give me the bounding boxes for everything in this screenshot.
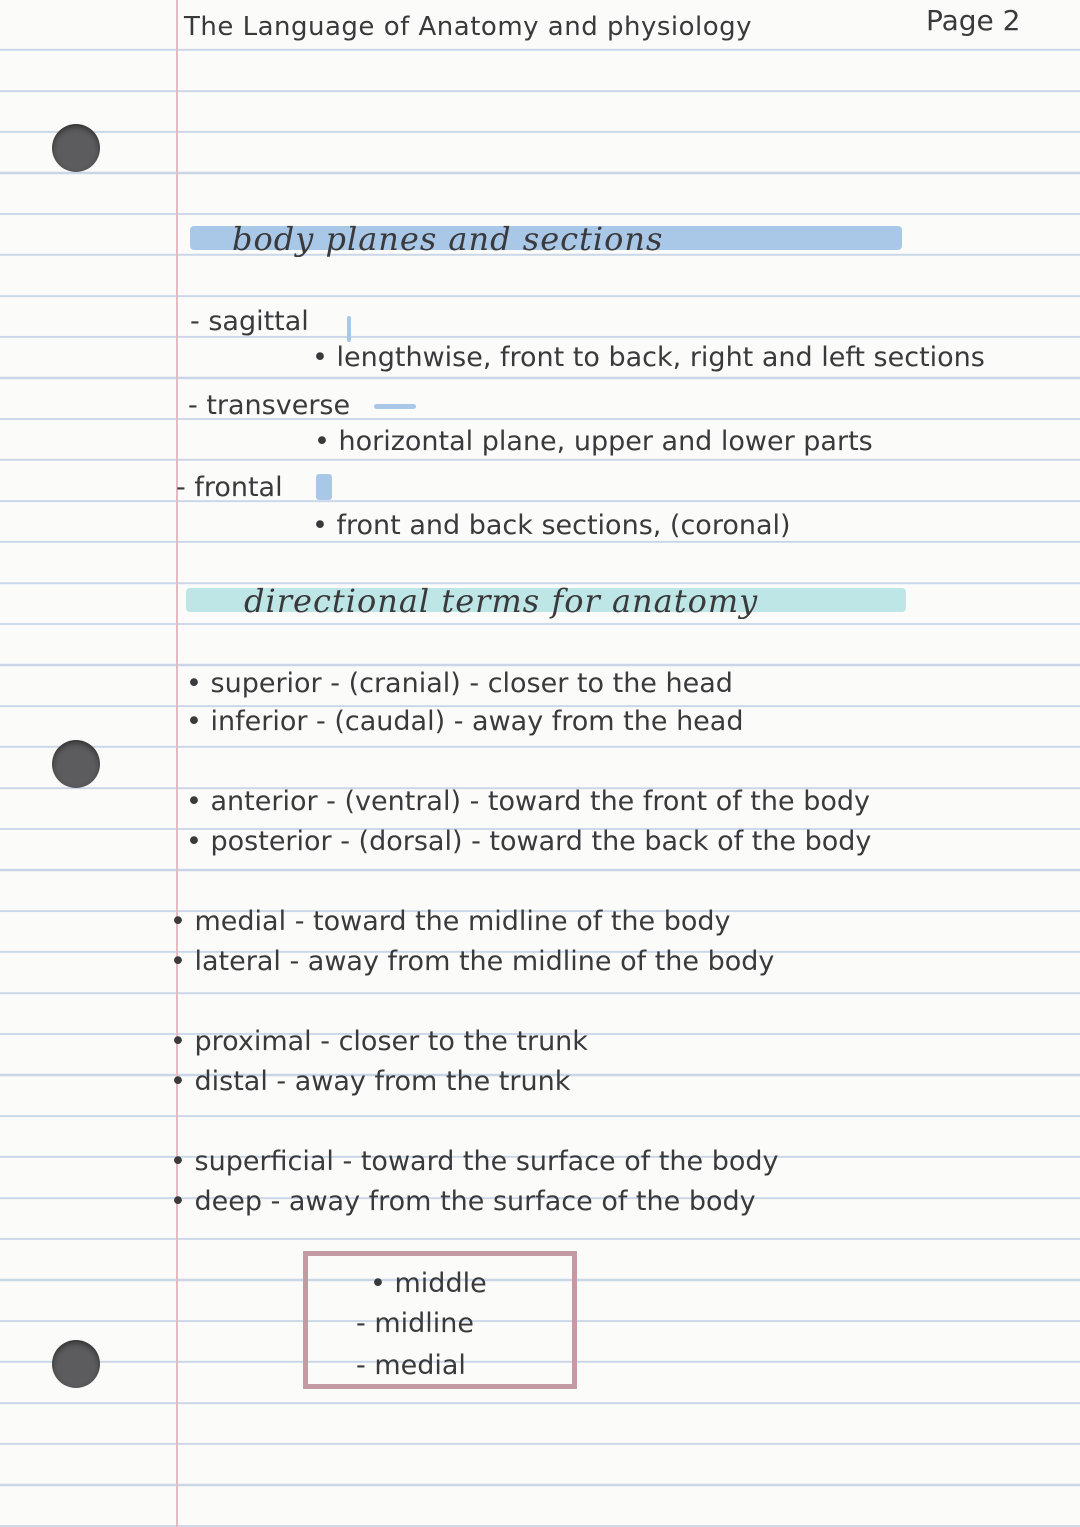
term-transverse: - transverse: [188, 390, 351, 421]
term-line: • lateral - away from the midline of the body: [170, 946, 775, 977]
term-line: • proximal - closer to the trunk: [170, 1026, 588, 1057]
sagittal-plane-marker: [347, 316, 351, 342]
heading-directional-terms: directional terms for anatomy: [244, 582, 759, 620]
box-item-midline: - midline: [356, 1308, 474, 1339]
term-line: • superficial - toward the surface of the body: [170, 1146, 779, 1177]
desc-frontal: • front and back sections, (coronal): [312, 510, 791, 541]
term-line: • deep - away from the surface of the body: [170, 1186, 756, 1217]
frontal-plane-marker: [316, 474, 332, 500]
page-title: The Language of Anatomy and physiology: [184, 12, 753, 42]
term-line: • medial - toward the midline of the body: [170, 906, 731, 937]
term-line: • distal - away from the trunk: [170, 1066, 571, 1097]
box-item-medial: - medial: [356, 1350, 466, 1381]
term-line: • posterior - (dorsal) - toward the back of the body: [186, 826, 872, 857]
term-frontal: - frontal: [176, 472, 283, 503]
binder-hole-middle: [52, 740, 100, 788]
box-item-middle: • middle: [370, 1268, 487, 1299]
margin-line: [176, 0, 178, 1527]
desc-transverse: • horizontal plane, upper and lower parts: [314, 426, 873, 457]
term-sagittal: - sagittal: [190, 306, 309, 337]
term-line: • anterior - (ventral) - toward the front of the body: [186, 786, 870, 817]
binder-hole-bottom: [52, 1340, 100, 1388]
heading-body-planes: body planes and sections: [232, 220, 664, 258]
desc-sagittal: • lengthwise, front to back, right and left sections: [312, 342, 985, 373]
term-line: • inferior - (caudal) - away from the head: [186, 706, 744, 737]
binder-hole-top: [52, 124, 100, 172]
term-line: • superior - (cranial) - closer to the head: [186, 668, 733, 699]
transverse-plane-marker: [374, 404, 416, 409]
page-number: Page 2: [926, 4, 1021, 37]
